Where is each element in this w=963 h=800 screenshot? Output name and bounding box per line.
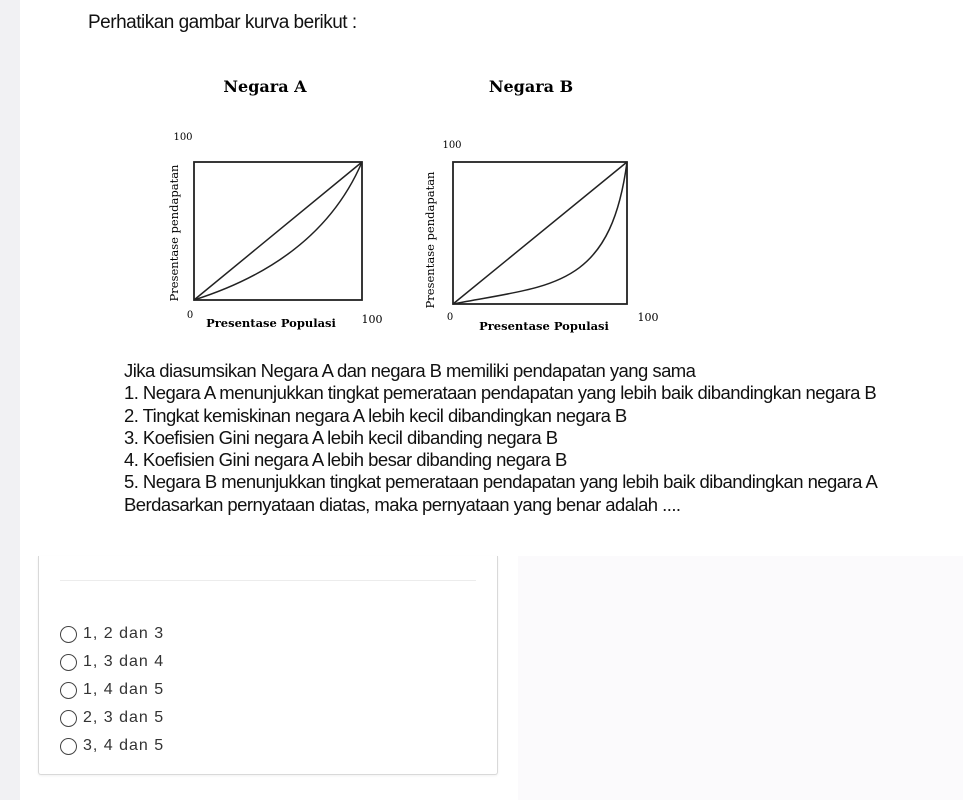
radio-button[interactable] <box>60 682 77 699</box>
option-2[interactable] <box>60 648 164 676</box>
chart-negara-b <box>423 77 659 333</box>
radio-button[interactable] <box>60 738 77 755</box>
radio-button[interactable] <box>60 654 77 671</box>
question-intro: Perhatikan gambar kurva berikut : <box>88 12 357 33</box>
option-label: 1, 2 dan 3 <box>83 625 165 642</box>
option-label: 2, 3 dan 5 <box>83 709 165 726</box>
question-statements <box>124 360 877 516</box>
option-label: 1, 3 dan 4 <box>83 653 165 670</box>
statement-2: 2. Tingkat kemiskinan negara A lebih kecil dibandingkan negara B <box>124 404 627 426</box>
x-axis-label-a: Presentase Populasi <box>206 316 336 330</box>
radio-button[interactable] <box>60 710 77 727</box>
question-prompt: Berdasarkan pernyataan diatas, maka pernyataan yang benar adalah .... <box>124 493 681 515</box>
y-axis-label-b: Presentase pendapatan <box>423 171 437 309</box>
chart-negara-a <box>167 77 383 330</box>
answer-options <box>60 620 164 760</box>
chart-title-b: Negara B <box>488 77 574 96</box>
option-1[interactable] <box>60 620 164 648</box>
option-4[interactable] <box>60 704 164 732</box>
right-blank-panel <box>518 556 963 800</box>
statement-5: 5. Negara B menunjukkan tingkat pemerataan pendapatan yang lebih baik dibandingkan negara A <box>124 471 878 493</box>
y-axis-label-a: Presentase pendapatan <box>167 164 181 302</box>
lorenz-curve-figure <box>150 70 690 340</box>
x-max-label-b: 100 <box>637 311 659 324</box>
statement-3: 3. Koefisien Gini negara A lebih kecil dibanding negara B <box>124 426 558 448</box>
origin-label-b: 0 <box>446 312 454 323</box>
card-divider <box>60 580 476 581</box>
option-5[interactable] <box>60 732 164 760</box>
radio-button[interactable] <box>60 626 77 643</box>
x-axis-label-b: Presentase Populasi <box>479 319 609 333</box>
assumption-text: Jika diasumsikan Negara A dan negara B memiliki pendapatan yang sama <box>124 360 696 381</box>
y-max-label-b: 100 <box>442 140 462 151</box>
y-max-label-a: 100 <box>173 132 193 143</box>
statement-4: 4. Koefisien Gini negara A lebih besar dibanding negara B <box>124 449 567 471</box>
equality-line-a <box>194 162 362 300</box>
x-max-label-a: 100 <box>361 313 383 326</box>
statement-1: 1. Negara A menunjukkan tingkat pemerataan pendapatan yang lebih baik dibandingkan negara B <box>124 382 877 404</box>
option-3[interactable] <box>60 676 164 704</box>
option-label: 3, 4 dan 5 <box>83 737 165 754</box>
origin-label-a: 0 <box>186 310 194 321</box>
left-margin-strip <box>0 0 20 800</box>
option-label: 1, 4 dan 5 <box>83 681 165 698</box>
equality-line-b <box>453 162 627 304</box>
chart-title-a: Negara A <box>223 77 307 96</box>
